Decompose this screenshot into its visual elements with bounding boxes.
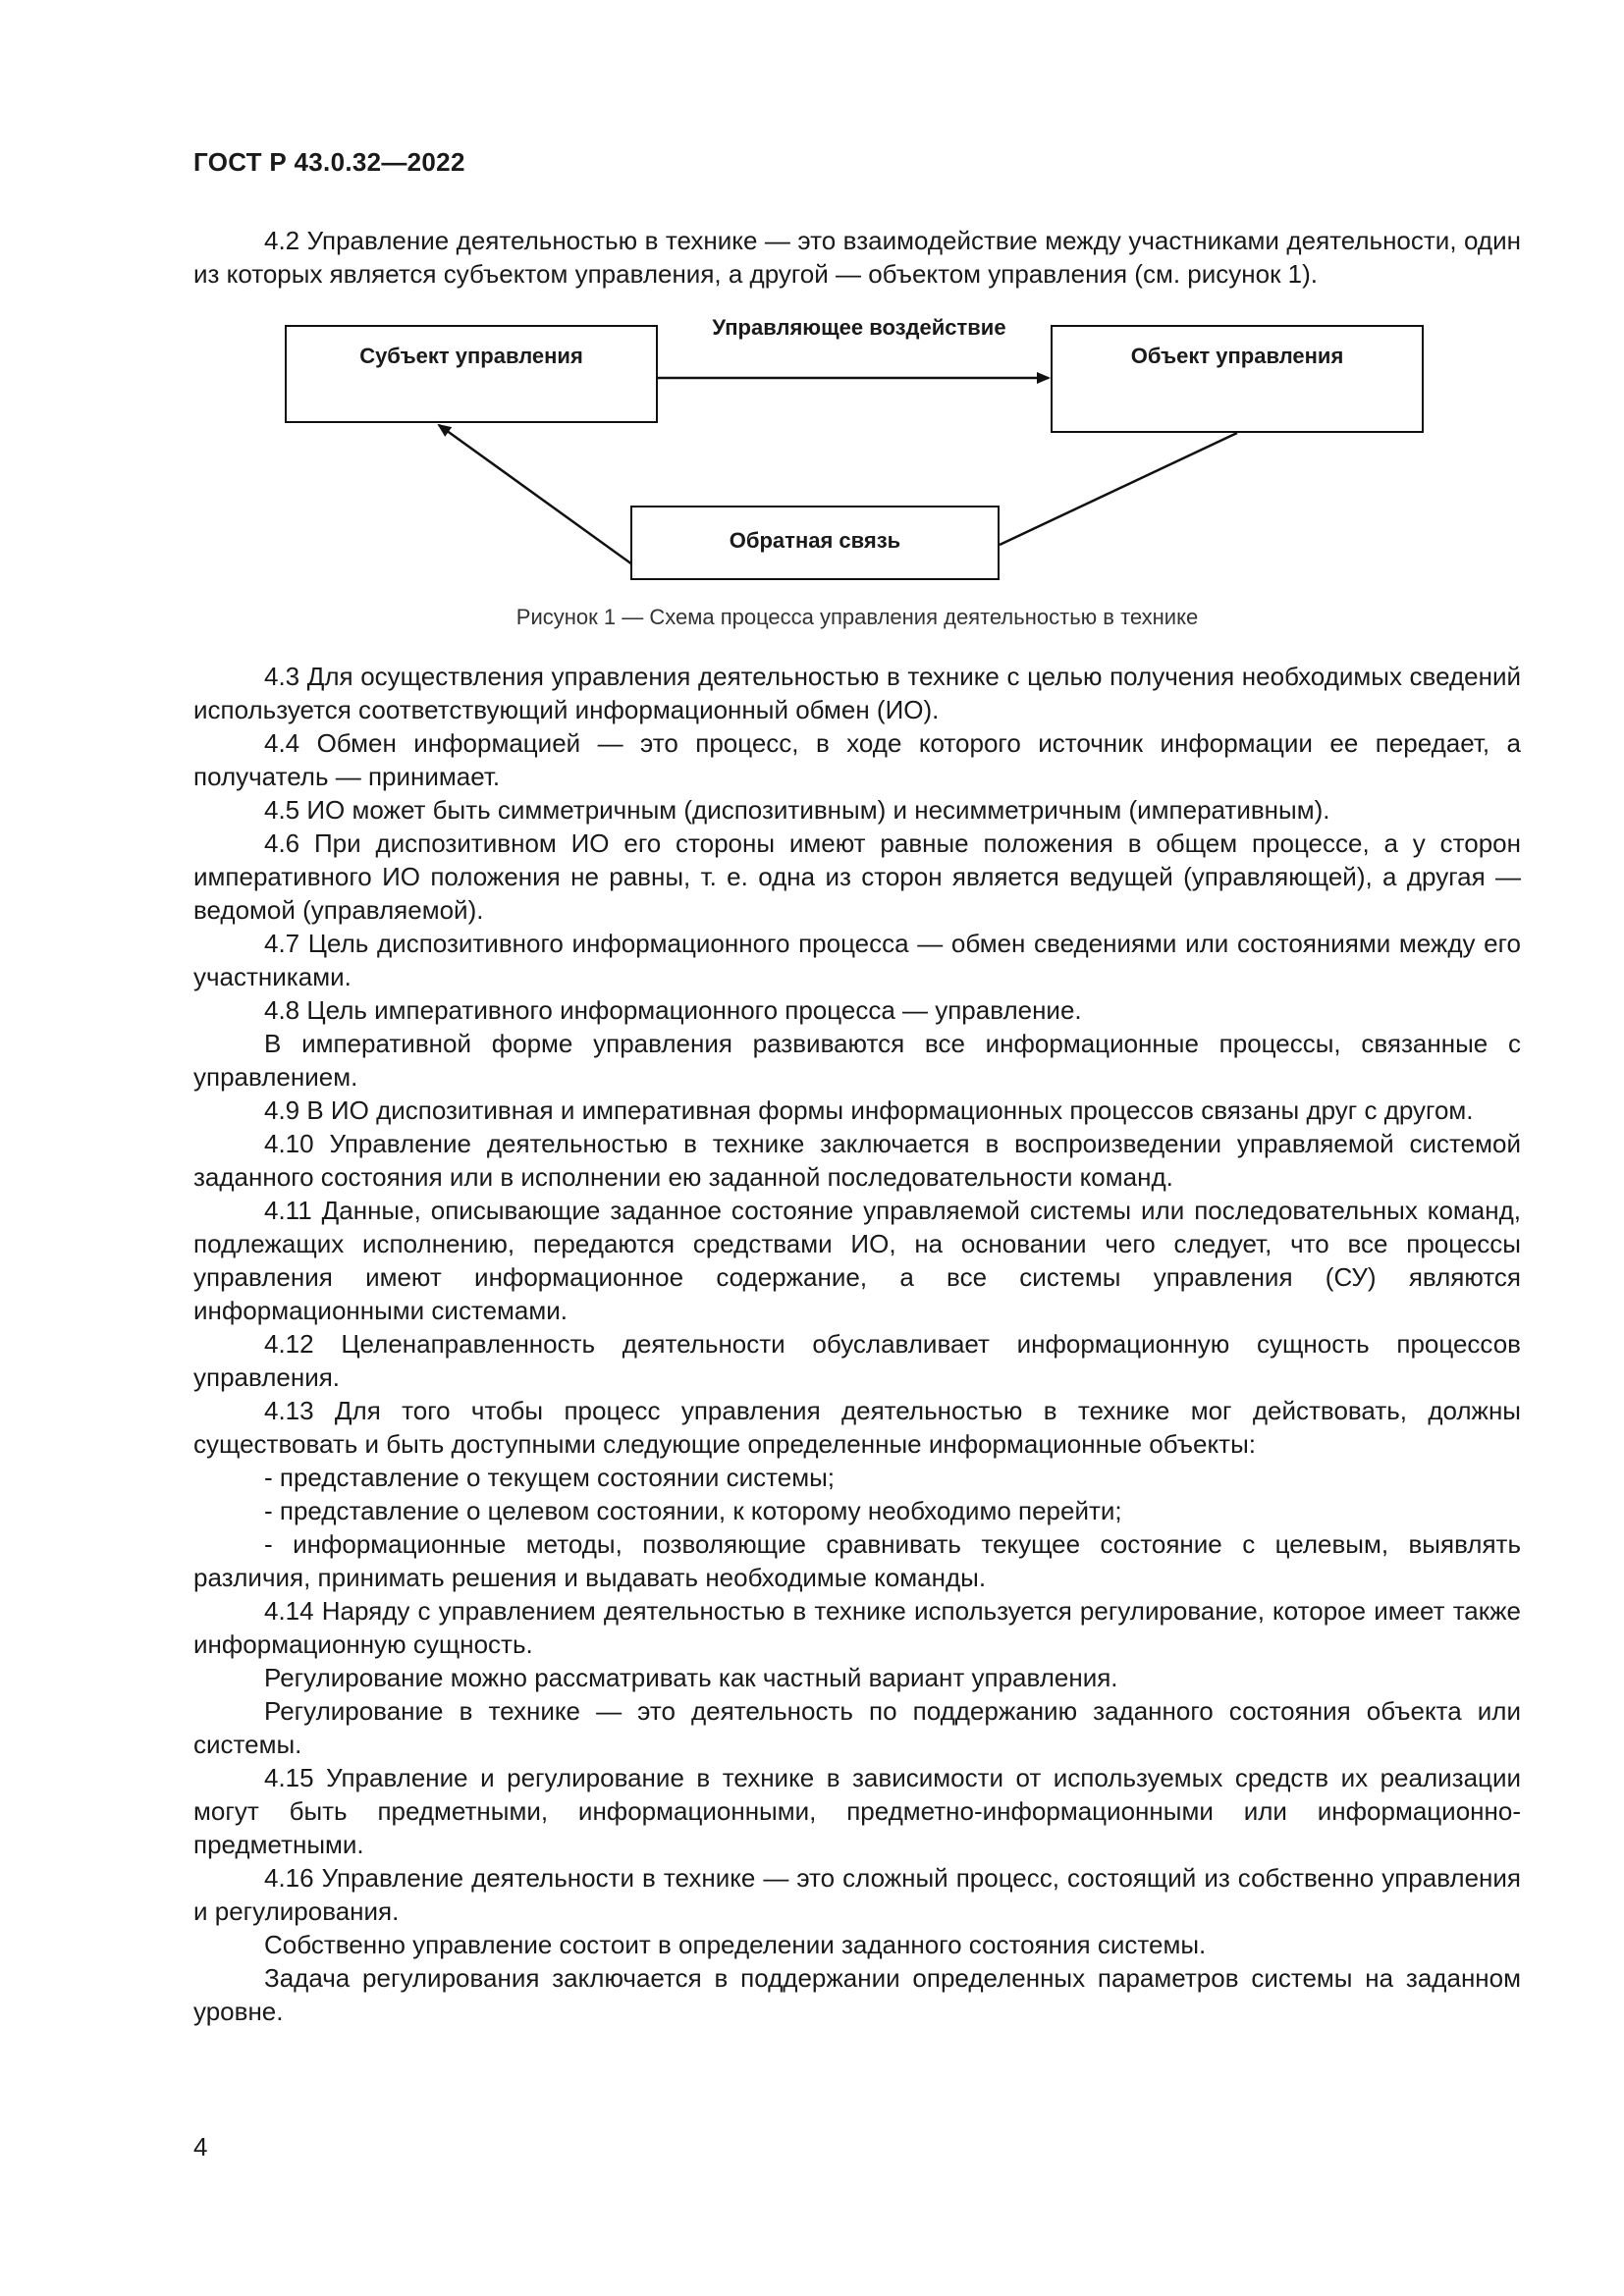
paragraph: 4.4 Обмен информацией — это процесс, в ходе которого источник информации ее передает, а получатель — принимает. — [193, 728, 1521, 791]
paragraph: 4.10 Управление деятельностью в технике заключается в воспроизведении управляемой системой заданного состояния или в исполнении ею заданной последовательности команд. — [193, 1129, 1521, 1192]
paragraph: Регулирование можно рассматривать как частный вариант управления. — [264, 1663, 1118, 1692]
control-action-label: Управляющее воздействие — [712, 315, 1006, 340]
feedback-box: Обратная связь — [630, 506, 1000, 580]
paragraph: 4.15 Управление и регулирование в технике в зависимости от используемых средств их реализации могут быть предметными, информационными, предметно-информационными или информационно-предметными. — [193, 1763, 1521, 1859]
paragraph: 4.12 Целенаправленность деятельности обуславливает информационную сущность процессов управления. — [193, 1329, 1521, 1392]
paragraph: Регулирование в технике — это деятельность по поддержанию заданного состояния объекта или системы. — [193, 1696, 1521, 1759]
paragraph: 4.3 Для осуществления управления деятельностью в технике с целью получения необходимых сведений используется соответствующий информационный обмен (ИО). — [193, 662, 1521, 724]
paragraph: 4.5 ИО может быть симметричным (диспозитивным) и несимметричным (императивным). — [264, 795, 1330, 825]
paragraph: 4.8 Цель императивного информационного процесса — управление. — [264, 995, 1082, 1025]
figure-1-diagram — [275, 309, 1434, 594]
paragraph-4-2: 4.2 Управление деятельностью в технике — это взаимодействие между участниками деятельности, один из которых является субъектом управления, а другой — объектом управления (см. рисунок 1). — [193, 226, 1521, 289]
intro-section — [193, 224, 1521, 291]
body-section — [193, 660, 1521, 2028]
paragraph: 4.6 При диспозитивном ИО его стороны имеют равные положения в общем процессе, а у сторон императивного ИО положения не равны, т. е. одна из сторон является ведущей (управляющей), а другая — ведомой (управляемой). — [193, 828, 1521, 925]
paragraph: 4.7 Цель диспозитивного информационного процесса — обмен сведениями или состояниями между его участниками. — [193, 929, 1521, 991]
list-item: - представление о целевом состоянии, к которому необходимо перейти; — [264, 1496, 1122, 1525]
paragraph: 4.14 Наряду с управлением деятельностью в технике используется регулирование, которое имеет также информационную сущность. — [193, 1596, 1521, 1659]
paragraph: В императивной форме управления развиваются все информационные процессы, связанные с управлением. — [193, 1029, 1521, 1092]
object-to-feedback-line — [1000, 433, 1237, 545]
subject-box: Субъект управления — [285, 325, 658, 423]
list-item: - представление о текущем состоянии системы; — [264, 1463, 835, 1492]
page-number: 4 — [193, 2132, 208, 2162]
list-item: - информационные методы, позволяющие сравнивать текущее состояние с целевым, выявлять различия, принимать решения и выдавать необходимые команды. — [193, 1529, 1521, 1592]
paragraph: Собственно управление состоит в определении заданного состояния системы. — [264, 1930, 1207, 1959]
figure-caption: Рисунок 1 — Схема процесса управления деятельностью в технике — [515, 605, 1199, 629]
paragraph: 4.9 В ИО диспозитивная и императивная формы информационных процессов связаны друг с другом. — [264, 1095, 1474, 1125]
object-box: Объект управления — [1051, 325, 1424, 433]
document-code-header: ГОСТ Р 43.0.32—2022 — [193, 147, 465, 177]
paragraph: 4.11 Данные, описывающие заданное состояние управляемой системы или последовательных команд, подлежащих исполнению, передаются средствами ИО, на основании чего следует, что все процессы управления имеют информационное содержание, а все системы управления (СУ) являются информационными системами. — [193, 1196, 1521, 1325]
paragraph: 4.13 Для того чтобы процесс управления деятельностью в технике мог действовать, должны существовать и быть доступными следующие определенные информационные объекты: — [193, 1396, 1521, 1459]
paragraph: 4.16 Управление деятельности в технике — это сложный процесс, состоящий из собственно управления и регулирования. — [193, 1863, 1521, 1926]
feedback-to-subject-arrow — [439, 425, 632, 564]
paragraph: Задача регулирования заключается в поддержании определенных параметров системы на заданном уровне. — [193, 1963, 1521, 2026]
